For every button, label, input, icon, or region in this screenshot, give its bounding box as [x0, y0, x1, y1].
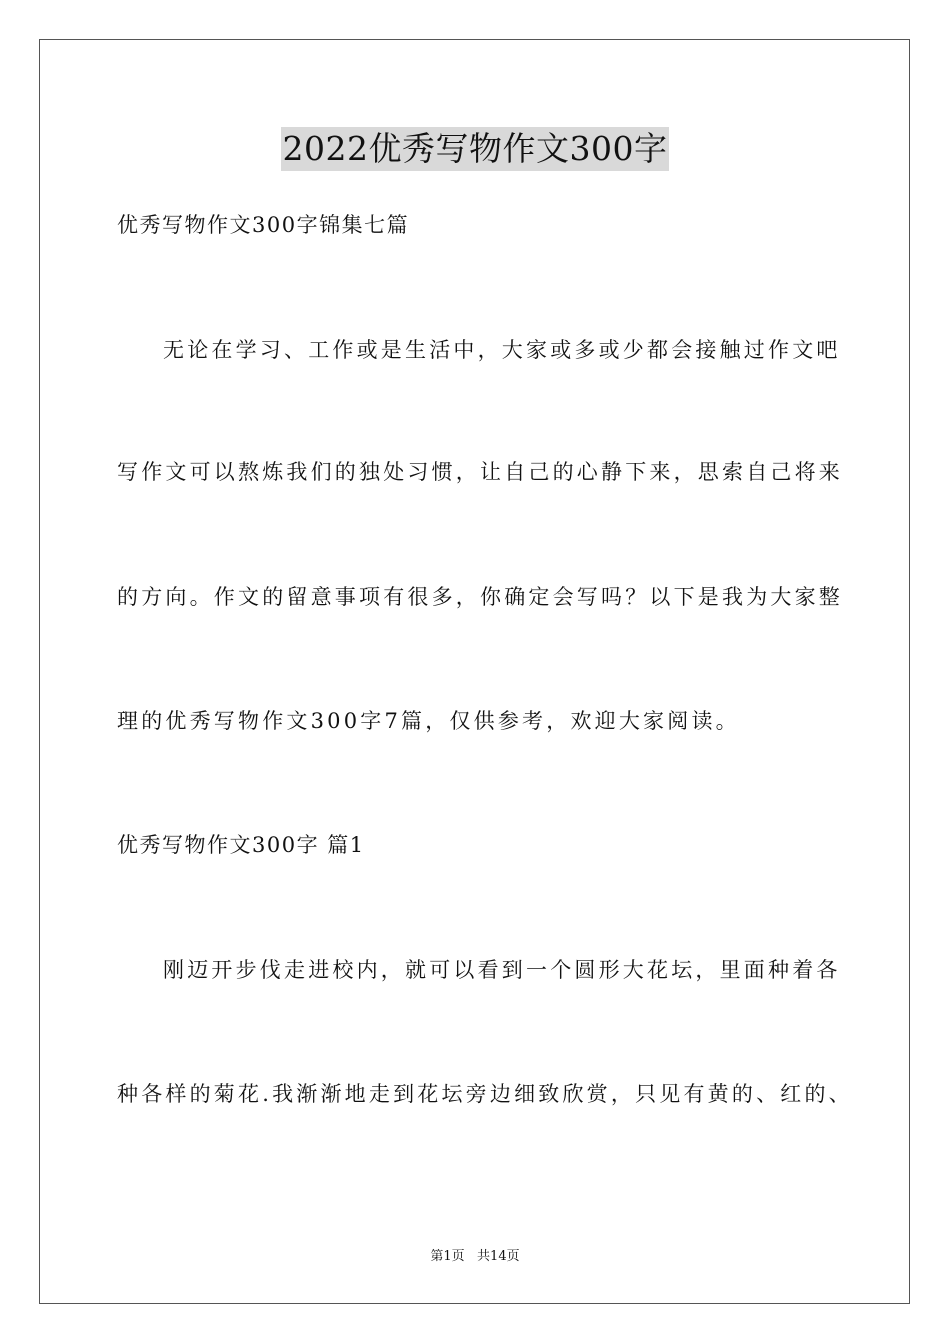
paragraph-line: 写作文可以熬炼我们的独处习惯，让自己的心静下来，思索自己将来: [117, 460, 843, 484]
section-line: 刚迈开步伐走进校内，就可以看到一个圆形大花坛，里面种着各: [163, 958, 841, 982]
document-subtitle: 优秀写物作文300字锦集七篇: [117, 213, 410, 237]
paragraph-line: 的方向。作文的留意事项有很多，你确定会写吗？以下是我为大家整: [117, 585, 843, 609]
paragraph-line: 理的优秀写物作文300字7篇，仅供参考，欢迎大家阅读。: [117, 709, 740, 733]
section-line: 种各样的菊花.我渐渐地走到花坛旁边细致欣赏，只见有黄的、红的、: [117, 1082, 853, 1106]
document-title-container: [0, 127, 950, 171]
page-footer: 第1页 共14页: [430, 1249, 520, 1264]
section-heading: 优秀写物作文300字 篇1: [117, 833, 365, 857]
document-title: 2022优秀写物作文300字: [281, 127, 670, 171]
paragraph-line: 无论在学习、工作或是生活中，大家或多或少都会接触过作文吧: [163, 338, 841, 362]
